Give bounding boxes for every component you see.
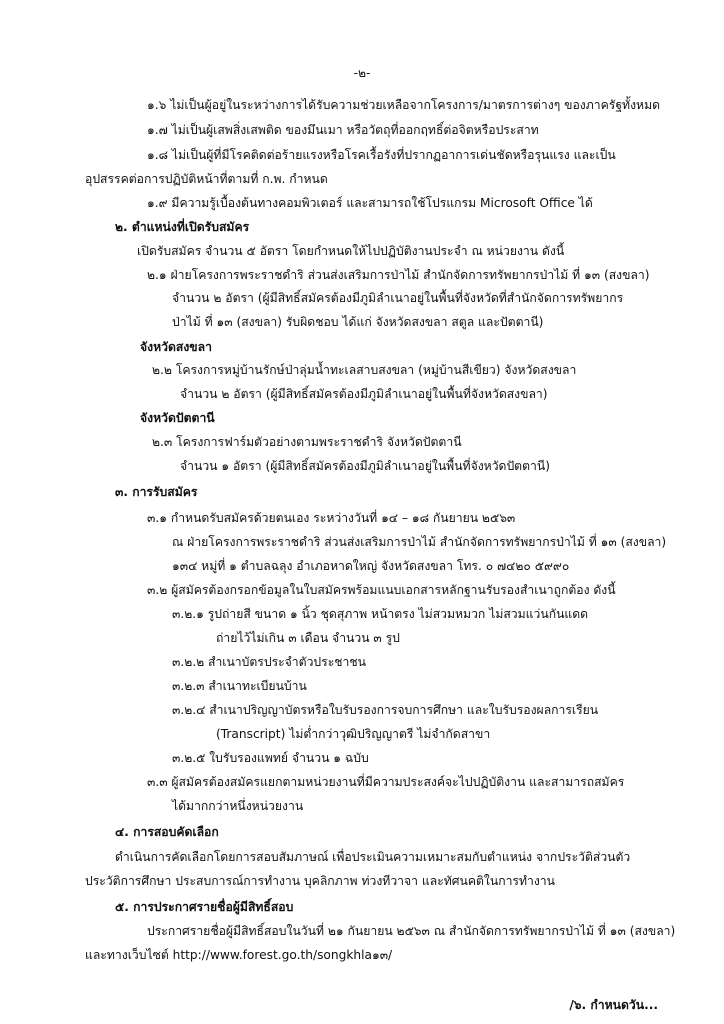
qualification-1-8-line1: ๑.๘ ไม่เป็นผู้ที่มีโรคติดต่อร้ายแรงหรือโรคเรื้อรังที่ปรากฏอาการเด่นชัดหรือรุนแรง และเป็น [147,148,616,162]
section-2-intro: เปิดรับสมัคร จำนวน ๕ อัตรา โดยกำหนดให้ไปปฏิบัติงานประจำ ณ หน่วยงาน ดังนี้ [137,244,565,258]
item-3-2-2: ๓.๒.๒ สำเนาบัตรประจำตัวประชาชน [172,655,366,669]
qualification-1-6: ๑.๖ ไม่เป็นผู้อยู่ในระหว่างการได้รับความช่วยเหลือจากโครงการ/มาตรการต่างๆ ของภาครัฐทั้งหมด [147,98,661,112]
section-4-body-line2: ประวัติการศึกษา ประสบการณ์การทำงาน บุคลิกภาพ ท่วงทีวาจา และทัศนคติในการทำงาน [85,874,555,888]
province-pattani-heading: จังหวัดปัตตานี [140,411,215,425]
section-5-body-line2: และทางเว็บไซต์ http://www.forest.go.th/songkhla๑๓/ [85,948,393,962]
province-songkhla-heading: จังหวัดสงขลา [140,340,212,354]
page-number: -๒- [353,66,371,80]
item-2-2-line1: ๒.๒ โครงการหมู่บ้านรักษ์ป่าลุ่มน้ำทะเลสาบสงขลา (หมู่บ้านสีเขียว) จังหวัดสงขลา [152,363,577,377]
continuation-note: /๖. กำหนดวัน... [569,998,658,1012]
section-4-heading: ๔. การสอบคัดเลือก [115,825,219,839]
item-3-2-3: ๓.๒.๓ สำเนาทะเบียนบ้าน [172,679,307,693]
item-3-2: ๓.๒ ผู้สมัครต้องกรอกข้อมูลในใบสมัครพร้อมแนบเอกสารหลักฐานรับรองสำเนาถูกต้อง ดังนี้ [147,583,616,597]
item-2-3-line1: ๒.๓ โครงการฟาร์มตัวอย่างตามพระราชดำริ จังหวัดปัตตานี [152,435,462,449]
section-4-body-line1: ดำเนินการคัดเลือกโดยการสอบสัมภาษณ์ เพื่อประเมินความเหมาะสมกับตำแหน่ง จากประวัติส่วนตัว [115,850,631,864]
item-3-2-4-line1: ๓.๒.๔ สำเนาปริญญาบัตรหรือใบรับรองการจบการศึกษา และใบรับรองผลการเรียน [172,703,599,717]
item-2-2-line2: จำนวน ๒ อัตรา (ผู้มีสิทธิ์สมัครต้องมีภูมิลำเนาอยู่ในพื้นที่จังหวัดสงขลา) [180,387,548,401]
item-2-1-line1: ๒.๑ ฝ่ายโครงการพระราชดำริ ส่วนส่งเสริมการป่าไม้ สำนักจัดการทรัพยากรป่าไม้ ที่ ๑๓ (สงขลา) [147,268,650,282]
item-3-1-line3: ๑๓๔ หมู่ที่ ๑ ตำบลฉลุง อำเภอหาดใหญ่ จังหวัดสงขลา โทร. ๐ ๗๔๒๐ ๕๙๙๐ [172,559,570,573]
qualification-1-8-line2: อุปสรรคต่อการปฏิบัติหน้าที่ตามที่ ก.พ. กำหนด [85,172,328,186]
item-2-3-line2: จำนวน ๑ อัตรา (ผู้มีสิทธิ์สมัครต้องมีภูมิลำเนาอยู่ในพื้นที่จังหวัดปัตตานี) [180,459,550,473]
item-3-3-line2: ได้มากกว่าหนึ่งหน่วยงาน [172,799,304,813]
item-2-1-line3: ป่าไม้ ที่ ๑๓ (สงขลา) รับผิดชอบ ได้แก่ จังหวัดสงขลา สตูล และปัตตานี) [172,315,544,329]
section-2-heading: ๒. ตำแหน่งที่เปิดรับสมัคร [115,220,250,234]
item-3-1-line2: ณ ฝ่ายโครงการพระราชดำริ ส่วนส่งเสริมการป่าไม้ สำนักจัดการทรัพยากรป่าไม้ ที่ ๑๓ (สงขลา) [172,535,667,549]
item-3-2-1-line2: ถ่ายไว้ไม่เกิน ๓ เดือน จำนวน ๓ รูป [216,631,400,645]
section-5-body-line1: ประกาศรายชื่อผู้มีสิทธิ์สอบในวันที่ ๒๑ กันยายน ๒๕๖๓ ณ สำนักจัดการทรัพยากรป่าไม้ ที่ ๑๓ (สงขลา) [147,924,676,938]
item-3-2-5: ๓.๒.๕ ใบรับรองแพทย์ จำนวน ๑ ฉบับ [172,751,369,765]
item-3-2-4-line2: (Transcript) ไม่ต่ำกว่าวุฒิปริญญาตรี ไม่จำกัดสาขา [216,727,491,741]
item-3-2-1-line1: ๓.๒.๑ รูปถ่ายสี ขนาด ๑ นิ้ว ชุดสุภาพ หน้าตรง ไม่สวมหมวก ไม่สวมแว่นกันแดด [172,607,589,621]
section-5-heading: ๕. การประกาศรายชื่อผู้มีสิทธิ์สอบ [115,900,294,914]
qualification-1-7: ๑.๗ ไม่เป็นผู้เสพสิ่งเสพติด ของมึนเมา หรือวัตถุที่ออกฤทธิ์ต่อจิตหรือประสาท [147,123,539,137]
item-3-3-line1: ๓.๓ ผู้สมัครต้องสมัครแยกตามหน่วยงานที่มีความประสงค์จะไปปฏิบัติงาน และสามารถสมัคร [147,775,625,789]
qualification-1-9: ๑.๙ มีความรู้เบื้องต้นทางคอมพิวเตอร์ และสามารถใช้โปรแกรม Microsoft Office ได้ [147,196,593,210]
section-3-heading: ๓. การรับสมัคร [115,485,198,499]
item-3-1-line1: ๓.๑ กำหนดรับสมัครด้วยตนเอง ระหว่างวันที่ ๑๔ – ๑๘ กันยายน ๒๕๖๓ [147,511,516,525]
item-2-1-line2: จำนวน ๒ อัตรา (ผู้มีสิทธิ์สมัครต้องมีภูมิลำเนาอยู่ในพื้นที่จังหวัดที่สำนักจัดการทรัพยากร [172,291,624,305]
